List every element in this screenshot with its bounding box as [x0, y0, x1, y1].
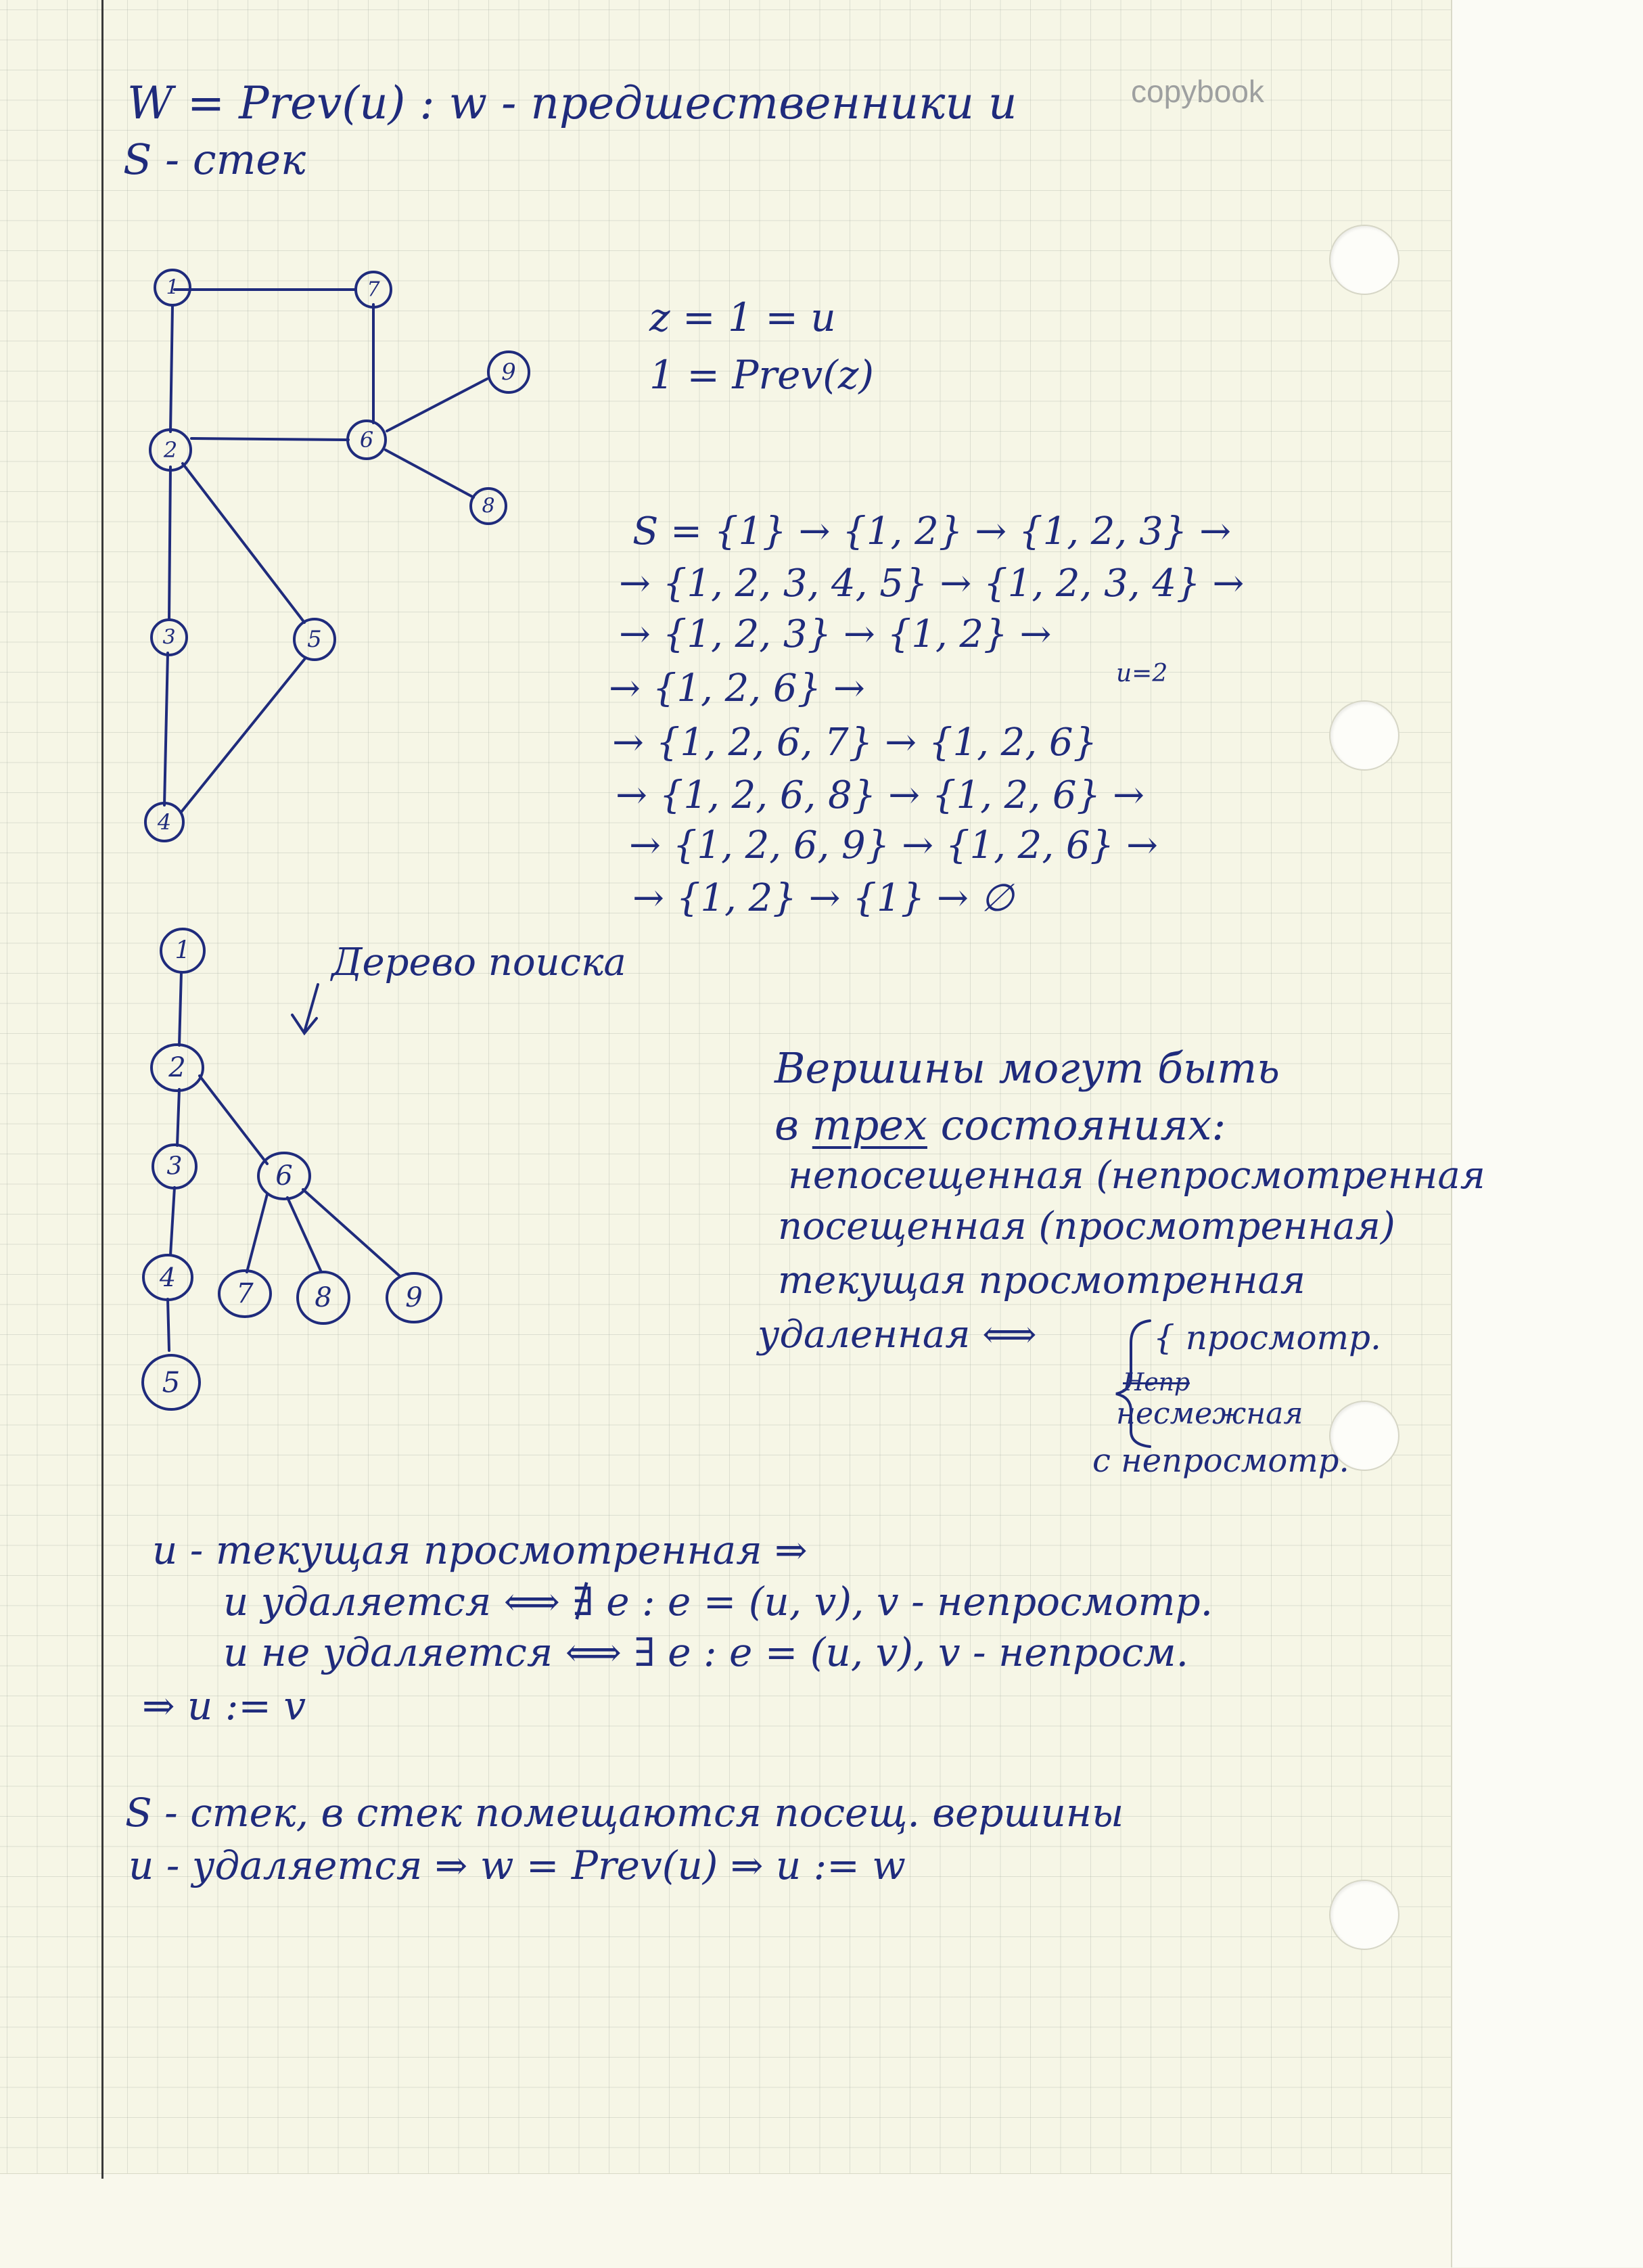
stack-line: → {1, 2, 6} →	[609, 666, 865, 710]
states-heading-post: состояниях:	[927, 1100, 1226, 1150]
rule-line: u не удаляется ⟺ ∃ e : e = (u, v), v - непросм.	[223, 1629, 1189, 1675]
rule-line: u - текущая просмотренная ⇒	[152, 1527, 808, 1573]
graph-edge	[183, 463, 304, 622]
note-z-line: z = 1 = u	[649, 294, 836, 340]
note-prev-line: 1 = Prev(z)	[649, 352, 875, 398]
tree-edge	[168, 1299, 169, 1351]
rule-line: ⇒ u := v	[142, 1683, 306, 1729]
graph-edge	[387, 379, 487, 431]
state-item: посещенная (просмотренная)	[778, 1204, 1395, 1248]
graph-edge	[170, 306, 172, 432]
search-tree-label: Дерево поиска	[331, 940, 626, 984]
rule-line: u удаляется ⟺ ∄ e : e = (u, v), v - непросмотр.	[223, 1579, 1213, 1625]
graph-node-label: 8	[482, 494, 495, 518]
tree-node-label: 9	[405, 1282, 423, 1313]
graph-node-label: 9	[501, 359, 516, 386]
stack-line: → {1, 2, 3, 4, 5} → {1, 2, 3, 4} →	[619, 562, 1245, 606]
tree-node-label: 5	[162, 1365, 181, 1399]
graph-node-label: 2	[163, 437, 178, 463]
stack-line: → {1, 2, 6, 9} → {1, 2, 6} →	[629, 823, 1158, 867]
tree-node-label: 3	[166, 1152, 183, 1181]
graph-node-label: 5	[307, 626, 322, 653]
pointer-arrow	[292, 984, 318, 1033]
summary-line: S - стек, в стек помещаются посещ. вершины	[125, 1790, 1124, 1836]
tree-node-label: 1	[175, 936, 191, 965]
graph-node-label: 7	[367, 277, 380, 302]
states-heading-pre: в	[774, 1100, 812, 1150]
summary-line: u - удаляется ⇒ w = Prev(u) ⇒ u := w	[129, 1842, 906, 1888]
stack-line: S = {1} → {1, 2} → {1, 2, 3} →	[632, 509, 1232, 553]
graph	[145, 270, 529, 841]
graph-edge	[164, 653, 168, 805]
states-heading-2	[774, 1100, 1226, 1150]
tree-node-label: 7	[236, 1278, 254, 1309]
graph-edge	[191, 438, 348, 440]
graph-edge	[181, 658, 306, 812]
search-tree	[143, 929, 441, 1409]
stack-line: → {1, 2, 6, 8} → {1, 2, 6} →	[616, 773, 1144, 817]
state-item: непосещенная (непросмотренная	[788, 1154, 1485, 1198]
graph-edge	[386, 450, 473, 497]
tree-node-label: 4	[159, 1263, 177, 1292]
tree-node-label: 6	[275, 1160, 293, 1192]
header-line-prev: W = Prev(u) : w - предшественники u	[127, 77, 1017, 129]
state-item: удаленная ⟺	[758, 1313, 1037, 1357]
brace-line-struck: Непр	[1123, 1369, 1190, 1397]
states-heading: Вершины могут быть	[774, 1043, 1280, 1093]
tree-edge	[170, 1187, 175, 1255]
tree-edge	[247, 1194, 267, 1272]
tree-edge	[177, 1089, 179, 1146]
graph-node-label: 1	[166, 275, 179, 300]
stack-line: → {1, 2, 3} → {1, 2} →	[619, 612, 1052, 656]
states-heading-em: трех	[812, 1100, 927, 1150]
state-item: текущая просмотренная	[778, 1258, 1305, 1302]
brace-line: несмежная	[1116, 1397, 1303, 1431]
brace-line: с непросмотр.	[1092, 1442, 1349, 1480]
brand-logo: copybook	[1131, 74, 1264, 109]
stack-line: → {1, 2, 6, 7} → {1, 2, 6}	[612, 721, 1098, 765]
graph-node-label: 3	[162, 625, 176, 650]
stack-annotation: u=2	[1116, 660, 1168, 687]
header-line-stack: S - стек	[123, 135, 306, 184]
stack-line: → {1, 2} → {1} → ∅	[632, 876, 1014, 920]
graph-node-label: 4	[157, 809, 172, 835]
tree-edge	[179, 972, 181, 1045]
tree-node-label: 8	[315, 1282, 332, 1313]
graph-node-label: 6	[359, 427, 374, 453]
graph-edge	[169, 467, 170, 619]
tree-node-label: 2	[168, 1052, 186, 1083]
brace-line: { просмотр.	[1153, 1318, 1381, 1357]
paper-edge-strip	[1451, 0, 1643, 2267]
tree-edge	[200, 1076, 267, 1164]
tree-edge	[287, 1198, 321, 1272]
